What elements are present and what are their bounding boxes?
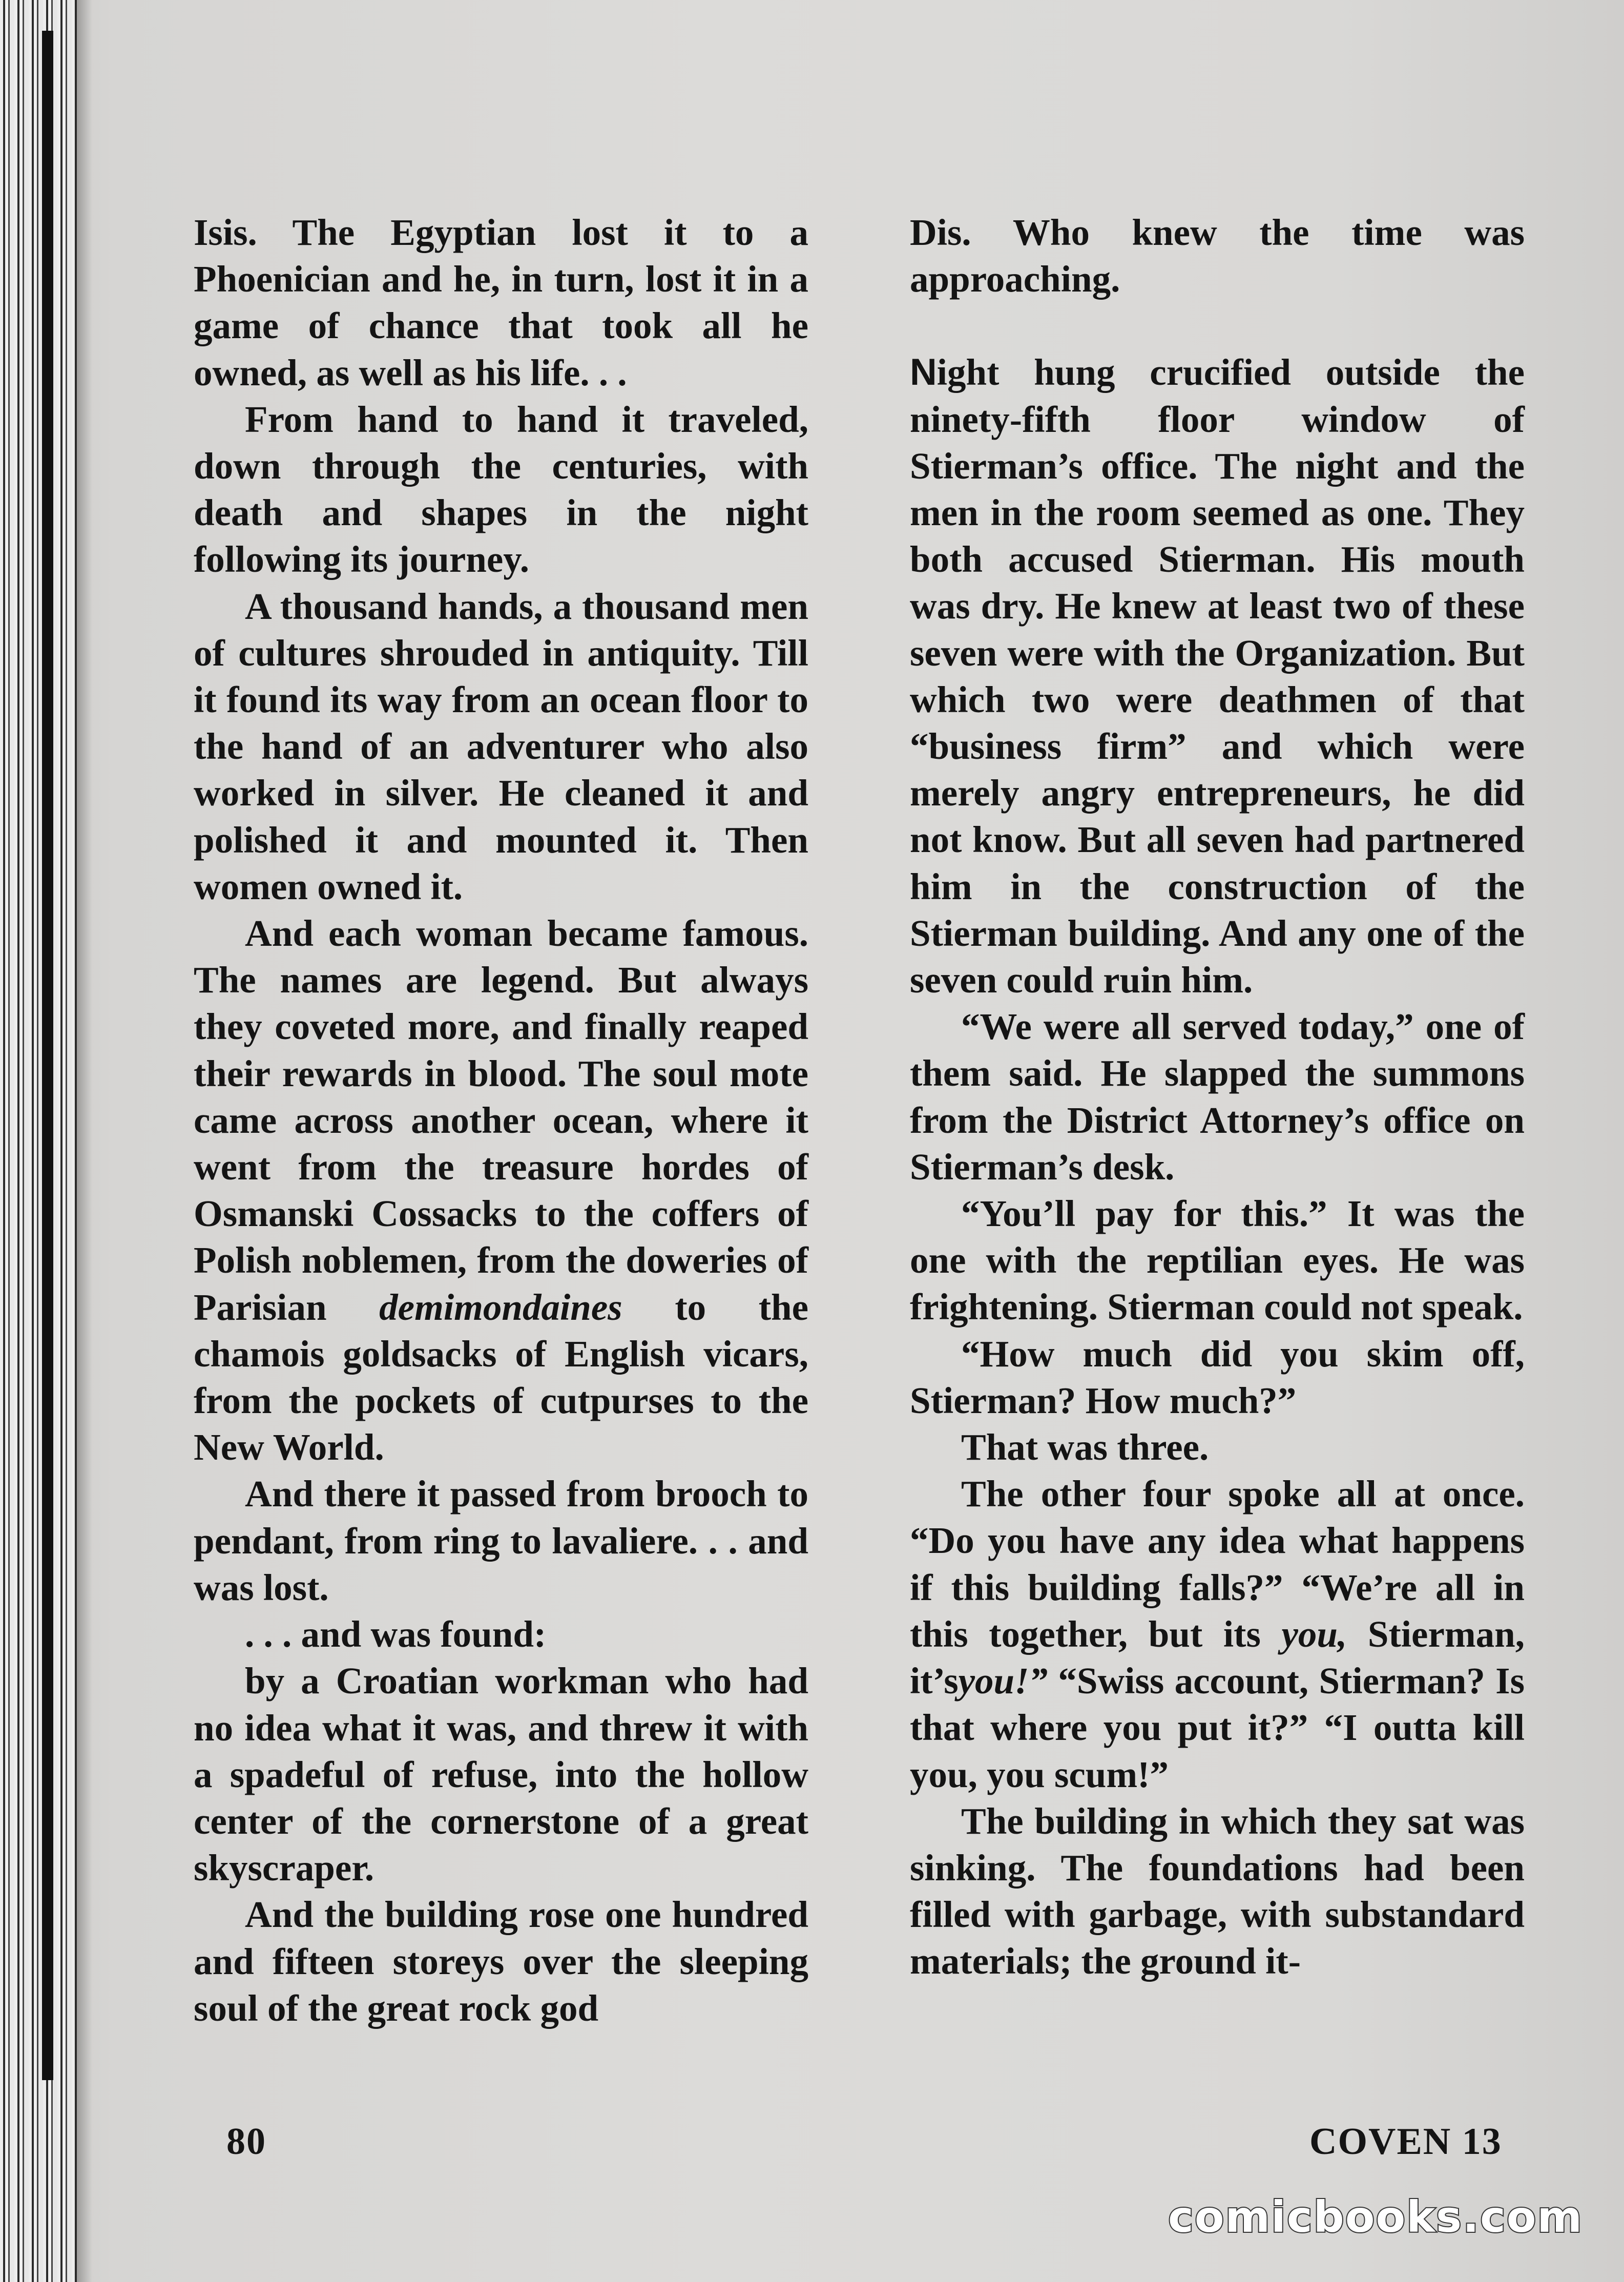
paragraph [910,1470,1525,1797]
italic-word: demimondaines [379,1286,622,1328]
italic-word: you, [1281,1613,1347,1655]
paragraph: That was three. [961,1426,1209,1468]
paragraph [194,910,808,1470]
watermark: comicbooks.com [1168,2192,1583,2242]
paragraph-text: to the chamois goldsacks of English vicars, from the pockets of cutpurses to the New World. [194,1286,809,1468]
paragraph: From hand to hand it traveled, down through the centuries, with death and shapes in the night following its journey. [194,398,808,580]
left-text-column [194,209,808,2031]
paragraph: “How much did you skim off, Stierman? How much?” [910,1333,1525,1421]
paragraph: And there it passed from brooch to pendant, from ring to lavaliere. . . and was lost. [194,1473,808,1608]
page-binding-edge [0,0,77,2282]
paragraph-text: “Swiss account, Stierman? Is that where you put it?” “I outta kill you, you scum!” [910,1660,1525,1795]
paragraph: “You’ll pay for this.” It was the one with the reptilian eyes. He was frightening. Stierman could not speak. [910,1193,1525,1328]
paragraph: The building in which they sat was sinking. The foundations had been filled with garbage, with substandard materials; the ground it- [910,1800,1525,1982]
paragraph-text: And each woman became famous. The names are legend. But always they coveted more, and finally reaped their rewards in blood. The soul mote came across another ocean, where it went from the treasure hordes of Osmanski Cossacks to the coffers of Polish noblemen, from the doweries of Parisian [194,912,808,1328]
paragraph: A thousand hands, a thousand men of cultures shrouded in antiquity. Till it found its way from an ocean floor to the hand of an adventurer who also worked in silver. He cleaned it and polished it and mounted it. Then women owned it. [194,585,808,907]
page-number: 80 [226,2121,266,2163]
paragraph-text: ight hung crucified outside the ninety-fifth floor window of Stierman’s office. The night and the men in the room seemed as one. They both accused Stierman. His mouth was dry. He knew at least two of these seven were with the Organization. But which two were deathmen of that “business firm” and which were merely angry entrepreneurs, he did not know. But all seven had partnered him in the construction of the Stierman building. And any one of the seven could ruin him. [910,351,1525,1001]
paragraph: “We were all served today,” one of them said. He slapped the summons from the District Attorney’s office on Stierman’s desk. [910,1006,1525,1188]
paragraph-section-start [910,349,1525,1003]
drop-cap: N [910,351,937,393]
paragraph: Dis. Who knew the time was approaching. [910,212,1525,300]
paragraph: by a Croatian workman who had no idea what it was, and threw it with a spadeful of refuse, into the hollow center of the cornerstone of a great skyscraper. [194,1660,808,1889]
paragraph: Isis. The Egyptian lost it to a Phoenician and he, in turn, lost it in a game of chance that took all he owned, as well as his life. . . [194,212,808,393]
binding-shadow-strip [42,31,53,2080]
paragraph-text: The other four spoke all at once. “Do you have any idea what happens if this building falls?” “We’re all in this together, but its [910,1473,1525,1655]
paragraph: And the building rose one hundred and fifteen storeys over the sleeping soul of the great rock god [194,1894,808,2029]
magazine-title-folio: COVEN 13 [1309,2121,1502,2163]
paragraph-text: Stierman, it’s [910,1613,1525,1702]
binding-gradient [77,0,92,2282]
italic-word: you!” [958,1660,1048,1702]
right-text-column [910,209,1525,1985]
paragraph: . . . and was found: [245,1613,547,1655]
